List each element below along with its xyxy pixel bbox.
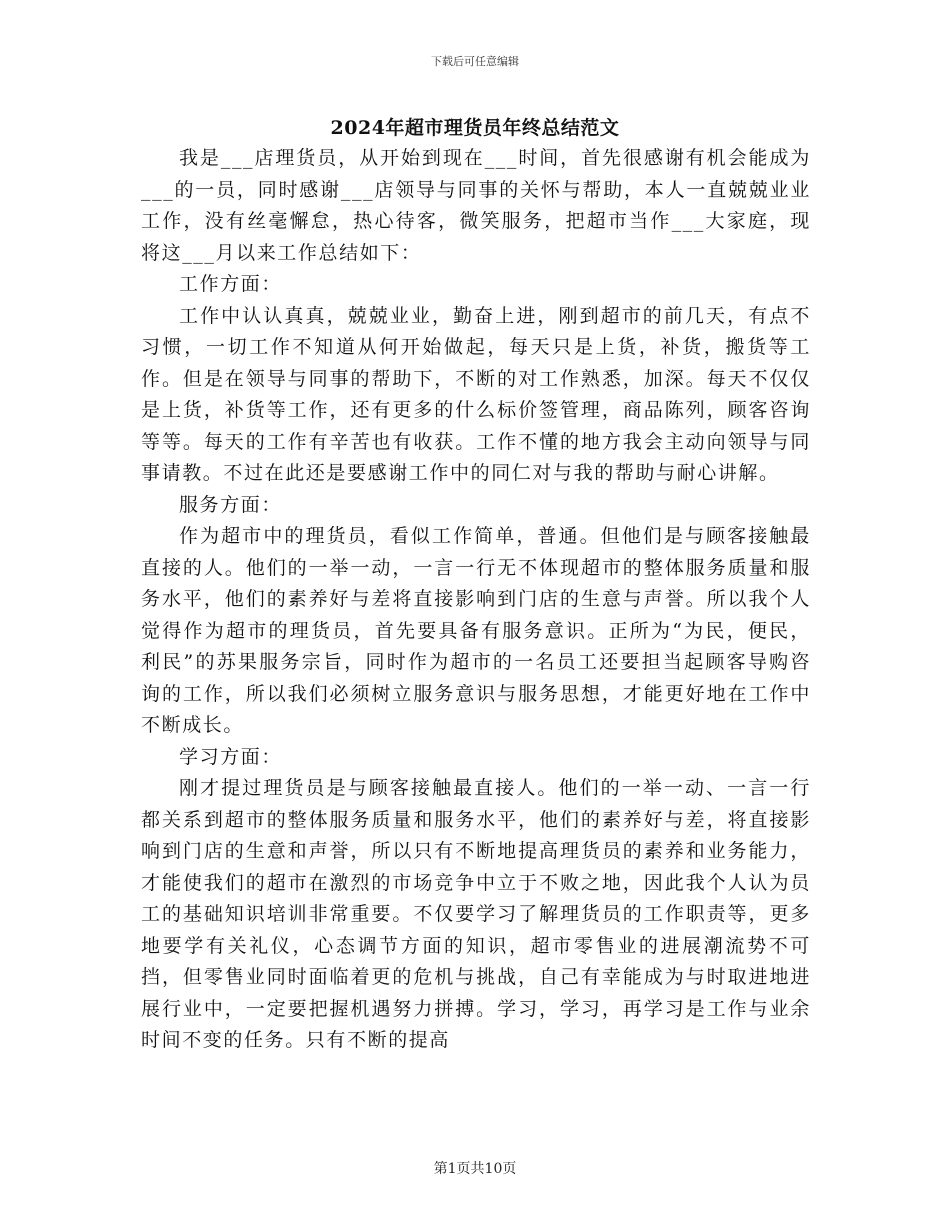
page-number: 第1页共10页 [433,1161,517,1177]
section-heading-study: 学习方面： [179,745,283,768]
service-paragraph: 作为超市中的理货员，看似工作简单，普通。但他们是与顾客接触最直接的人。他们的一举一动，一言一行无不体现超市的整体服务质量和服务水平，他们的素养好与差将直接影响到门店的生意与声誉。所以我个人觉得作为超市的理货员，首先要具备有服务意识。正所为“为民，便民，利民”的苏果服务宗旨，同时作为超市的一名员工还要担当起顾客导购咨询的工作，所以我们必须树立服务意识与服务思想，才能更好地在工作中不断成长。 [141,525,811,736]
document-title: 2024年超市理货员年终总结范文 [330,117,620,139]
intro-paragraph: 我是___店理货员，从开始到现在___时间，首先很感谢有机会能成为___的一员，同时感谢___店领导与同事的关怀与帮助，本人一直兢兢业业工作，没有丝毫懈怠，热心待客，微笑服务，把超市当作___大家庭，现将这___月以来工作总结如下： [141,147,811,264]
work-paragraph: 工作中认认真真，兢兢业业，勤奋上进，刚到超市的前几天，有点不习惯，一切工作不知道从何开始做起，每天只是上货，补货，搬货等工作。但是在领导与同事的帮助下，不断的对工作熟悉，加深。每天不仅仅是上货，补货等工作，还有更多的什么标价签管理，商品陈列，顾客咨询等等。每天的工作有辛苦也有收获。工作不懂的地方我会主动向领导与同事请教。不过在此还是要感谢工作中的同仁对与我的帮助与耐心讲解。 [141,304,811,484]
page-header-note: 下载后可任意编辑 [431,55,519,68]
study-paragraph: 刚才提过理货员是与顾客接触最直接人。他们的一举一动、一言一行都关系到超市的整体服务质量和服务水平，他们的素养好与差，将直接影响到门店的生意和声誉，所以只有不断地提高理货员的素养和业务能力，才能使我们的超市在激烈的市场竞争中立于不败之地，因此我个人认为员工的基础知识培训非常重要。不仅要学习了解理货员的工作职责等，更多地要学有关礼仪，心态调节方面的知识，超市零售业的进展潮流势不可挡，但零售业同时面临着更的危机与挑战，自己有幸能成为与时取进地进展行业中，一定要把握机遇努力拼搏。学习，学习，再学习是工作与业余时间不变的任务。只有不断的提高 [141,777,811,1051]
document-body [141,143,811,1057]
section-heading-service: 服务方面： [179,493,283,516]
section-heading-work: 工作方面： [179,273,283,295]
